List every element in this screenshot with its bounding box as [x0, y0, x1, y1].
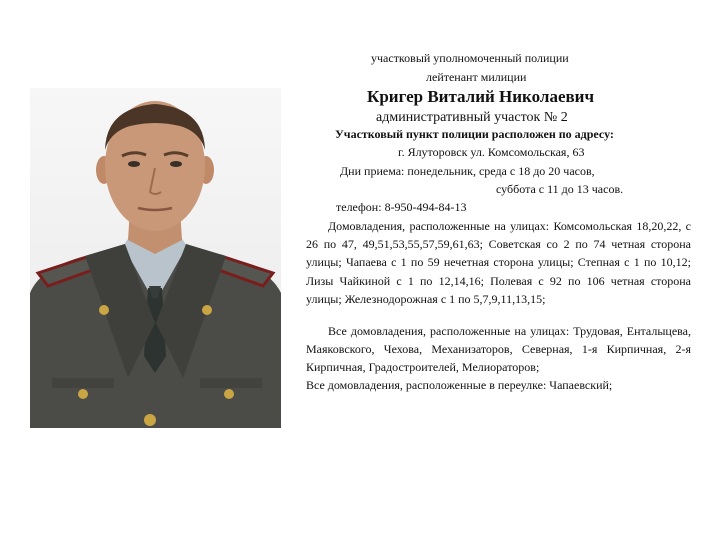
office-address: г. Ялуторовск ул. Комсомольская, 63 — [398, 145, 585, 159]
rank-line: лейтенант милиции — [426, 70, 527, 84]
coverage-streets: Домовладения, расположенные на улицах: Комсомольская 18,20,22, с 26 по 47, 49,51,53,55,57,59,61,63; Советская со 2 по 74 четная сторона улицы; Чапаева с 1 по 59 нечетная сторона улицы; Степная с 1 по 10,12; Лизы Чайкиной с 1 по 12,14,16; Полевая с 92 по 106 четная сторона улицы; Железнодорожная с 1 по 5,7,9,11,13,15; — [306, 219, 691, 306]
officer-name: Кригер Виталий Николаевич — [367, 87, 595, 106]
phone-line: телефон: 8-950-494-84-13 — [336, 200, 467, 214]
officer-portrait-image — [30, 88, 281, 428]
coverage-lane: Все домовладения, расположенные в переулке: Чапаевский; — [306, 378, 613, 392]
officer-photo — [30, 88, 281, 428]
reception-hours-saturday: суббота с 11 до 13 часов. — [496, 182, 624, 196]
reception-hours-weekday: Дни приема: понедельник, среда с 18 до 20 часов, — [340, 164, 595, 178]
position-line: участковый уполномоченный полиции — [371, 51, 569, 65]
office-heading: Участковый пункт полиции расположен по адресу: — [335, 127, 614, 141]
coverage-streets-all: Все домовладения, расположенные на улицах: Трудовая, Енталыцева, Маяковского, Чехова, Механизаторов, Северная, 1-я Кирпичная, 2-я Кирпичная, Градостроителей, Мелиораторов; — [306, 324, 691, 375]
district-line: административный участок № 2 — [376, 110, 568, 125]
